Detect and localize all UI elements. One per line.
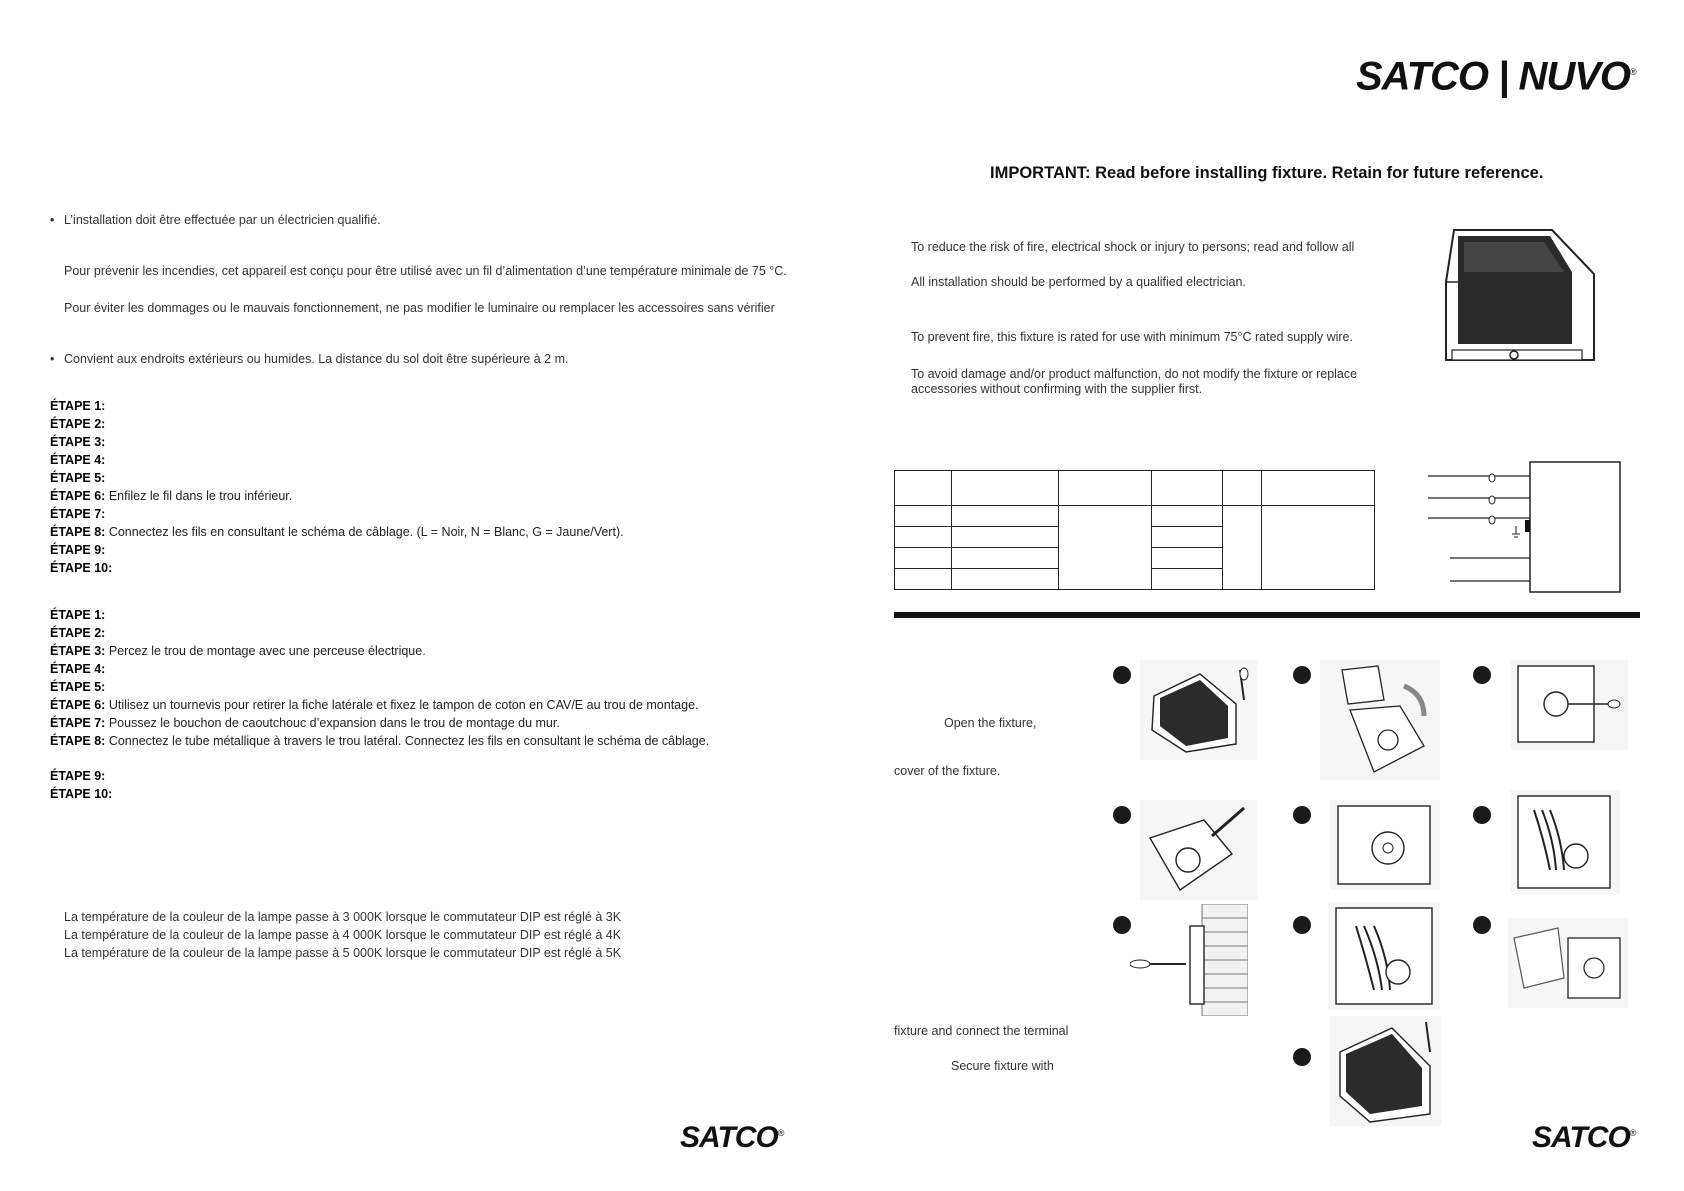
- step-row: ÉTAPE 2:: [50, 626, 106, 640]
- fr-steps-b: [50, 606, 709, 750]
- table-row: [895, 506, 1375, 527]
- satco-logo-right-footer: SATCO®: [1532, 1121, 1636, 1154]
- table-cell: [895, 471, 952, 506]
- en-instr-open: Open the fixture,: [944, 716, 1037, 730]
- illustration-step-6: [1510, 790, 1620, 894]
- step-row: ÉTAPE 1:: [50, 608, 106, 622]
- table-cell: [1152, 506, 1223, 527]
- satco-logo-right-text: SATCO: [1532, 1121, 1630, 1154]
- wiring-diagram: [1428, 460, 1624, 596]
- fixture-product-image: [1434, 222, 1604, 370]
- section-divider: [894, 612, 1640, 618]
- satco-nuvo-logo: SATCO | NUVO®: [1356, 54, 1636, 99]
- table-cell: [1152, 471, 1223, 506]
- table-cell: [1059, 471, 1152, 506]
- step-row: ÉTAPE 6: Enfilez le fil dans le trou inférieur.: [50, 489, 293, 503]
- step-marker-3: [1473, 666, 1491, 684]
- step-row: ÉTAPE 9:: [50, 543, 106, 557]
- en-instr-secure: Secure fixture with: [951, 1059, 1054, 1073]
- illustration-step-9: [1508, 918, 1628, 1008]
- step-row: ÉTAPE 7:: [50, 507, 106, 521]
- table-cell: [1223, 506, 1262, 590]
- spec-table: [894, 470, 1375, 590]
- step-marker-8: [1293, 916, 1311, 934]
- en-warning-damage: [911, 367, 1357, 397]
- table-cell: [952, 548, 1059, 569]
- table-cell: [1152, 527, 1223, 548]
- table-cell: [952, 506, 1059, 527]
- step-row: ÉTAPE 8: Connectez les fils en consultant le schéma de câblage. (L = Noir, N = Blanc, G = Jaune/Vert).: [50, 525, 624, 539]
- fr-bullet-outdoor: • Convient aux endroits extérieurs ou humides. La distance du sol doit être supérieure à 2 m.: [64, 352, 568, 367]
- fr-cct-line: La température de la couleur de la lampe passe à 3 000K lorsque le commutateur DIP est réglé à 3K: [64, 910, 622, 924]
- step-marker-9: [1473, 916, 1491, 934]
- step-row: ÉTAPE 1:: [50, 399, 106, 413]
- step-marker-10: [1293, 1048, 1311, 1066]
- table-cell: [952, 527, 1059, 548]
- table-cell: [1262, 506, 1375, 590]
- fr-steps-c: [50, 767, 112, 803]
- table-cell: [1152, 548, 1223, 569]
- table-cell: [895, 527, 952, 548]
- step-marker-4: [1113, 806, 1131, 824]
- en-warning-fire: To reduce the risk of fire, electrical shock or injury to persons; read and follow all: [911, 240, 1355, 254]
- fr-steps-a: [50, 397, 624, 577]
- table-row: [895, 471, 1375, 506]
- illustration-step-5: [1330, 800, 1440, 890]
- satco-logo-left-footer: SATCO®: [680, 1121, 784, 1154]
- illustration-step-1: [1140, 660, 1258, 760]
- step-row: ÉTAPE 4:: [50, 662, 106, 676]
- table-cell: [1262, 471, 1375, 506]
- satco-nuvo-logo-text: SATCO | NUVO: [1356, 54, 1631, 99]
- step-row: ÉTAPE 2:: [50, 417, 106, 431]
- illustration-step-10: [1330, 1016, 1442, 1126]
- illustration-step-4: [1140, 800, 1258, 900]
- step-row: ÉTAPE 10:: [50, 787, 113, 801]
- fr-bullet-qualified: • L’installation doit être effectuée par un électricien qualifié.: [64, 213, 381, 228]
- fr-cct-line: La température de la couleur de la lampe passe à 5 000K lorsque le commutateur DIP est réglé à 5K: [64, 946, 622, 960]
- table-cell: [895, 548, 952, 569]
- fr-cct-line: La température de la couleur de la lampe passe à 4 000K lorsque le commutateur DIP est réglé à 4K: [64, 928, 622, 942]
- table-cell: [952, 471, 1059, 506]
- en-warning-qualified: All installation should be performed by a qualified electrician.: [911, 275, 1246, 289]
- table-cell: [895, 569, 952, 590]
- step-marker-2: [1293, 666, 1311, 684]
- illustration-step-2: [1320, 660, 1440, 780]
- important-notice: IMPORTANT: Read before installing fixture. Retain for future reference.: [990, 164, 1544, 182]
- step-row: ÉTAPE 5:: [50, 680, 106, 694]
- en-instr-connect: fixture and connect the terminal: [894, 1024, 1069, 1038]
- illustration-step-3: [1510, 660, 1628, 750]
- satco-logo-left-text: SATCO: [680, 1121, 778, 1154]
- step-row: ÉTAPE 8: Connectez le tube métallique à travers le trou latéral. Connectez les fils en consultant le schéma de câblage.: [50, 734, 710, 748]
- fr-para-fire: Pour prévenir les incendies, cet appareil est conçu pour être utilisé avec un fil d’alimentation d’une température minimale de 75 °C.: [64, 264, 787, 278]
- table-cell: [895, 506, 952, 527]
- step-marker-6: [1473, 806, 1491, 824]
- en-warning-damage-line1: To avoid damage and/or product malfunction, do not modify the fixture or replace: [911, 367, 1358, 381]
- step-row: ÉTAPE 5:: [50, 471, 106, 485]
- step-row: ÉTAPE 10:: [50, 561, 113, 575]
- en-instr-cover: cover of the fixture.: [894, 764, 1001, 778]
- table-cell: [1059, 506, 1152, 590]
- en-warning-wire: To prevent fire, this fixture is rated for use with minimum 75°C rated supply wire.: [911, 330, 1353, 344]
- illustration-step-8: [1328, 902, 1440, 1010]
- fr-cct-list: [64, 910, 621, 964]
- table-cell: [952, 569, 1059, 590]
- step-row: ÉTAPE 7: Poussez le bouchon de caoutchouc d’expansion dans le trou de montage du mur.: [50, 716, 560, 730]
- step-marker-1: [1113, 666, 1131, 684]
- step-row: ÉTAPE 9:: [50, 769, 106, 783]
- step-marker-5: [1293, 806, 1311, 824]
- step-row: ÉTAPE 3:: [50, 435, 106, 449]
- en-warning-damage-line2: accessories without confirming with the supplier first.: [911, 382, 1203, 396]
- illustration-step-7: [1130, 904, 1248, 1016]
- step-row: ÉTAPE 4:: [50, 453, 106, 467]
- fr-para-damage: Pour éviter les dommages ou le mauvais fonctionnement, ne pas modifier le luminaire ou remplacer les accessoires sans vérifier: [64, 301, 775, 315]
- table-cell: [1223, 471, 1262, 506]
- step-marker-7: [1113, 916, 1131, 934]
- table-cell: [1152, 569, 1223, 590]
- step-row: ÉTAPE 6: Utilisez un tournevis pour retirer la fiche latérale et fixez le tampon de coton en CAV/E au trou de montage.: [50, 698, 699, 712]
- step-row: ÉTAPE 3: Percez le trou de montage avec une perceuse électrique.: [50, 644, 426, 658]
